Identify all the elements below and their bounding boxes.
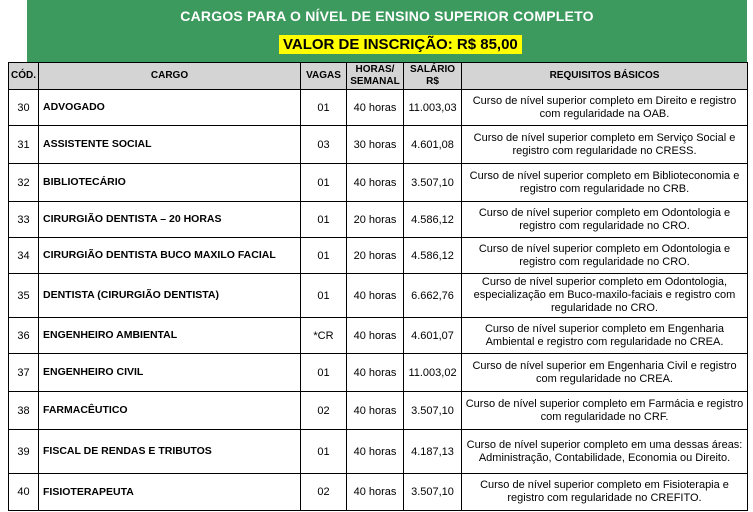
cell-requisitos: Curso de nível superior em Engenharia Civil e registro com regularidade no CREA.: [462, 354, 748, 392]
cell-cargo: ADVOGADO: [39, 90, 301, 126]
cell-cod: 38: [9, 392, 39, 430]
cell-cargo: CIRURGIÃO DENTISTA BUCO MAXILO FACIAL: [39, 238, 301, 274]
cell-requisitos: Curso de nível superior completo em Odontologia e registro com regularidade no CRO.: [462, 202, 748, 238]
table-row: [9, 164, 748, 202]
cell-requisitos: Curso de nível superior completo em Fisioterapia e registro com regularidade no CREFITO.: [462, 474, 748, 511]
table-row: [9, 474, 748, 511]
cell-salario: 4.586,12: [404, 202, 462, 238]
cell-salario: 4.187,13: [404, 430, 462, 474]
cell-requisitos: Curso de nível superior completo em Odontologia e registro com regularidade no CRO.: [462, 238, 748, 274]
cell-requisitos: Curso de nível superior completo em Direito e registro com regularidade na OAB.: [462, 90, 748, 126]
cell-salario: 3.507,10: [404, 164, 462, 202]
cell-cod: 31: [9, 126, 39, 164]
table-header-row: [9, 63, 748, 90]
cell-requisitos: Curso de nível superior completo em Biblioteconomia e registro com regularidade no CRB.: [462, 164, 748, 202]
cell-cod: 34: [9, 238, 39, 274]
cell-cargo: ENGENHEIRO CIVIL: [39, 354, 301, 392]
cell-requisitos: Curso de nível superior completo em Serviço Social e registro com regularidade no CRESS.: [462, 126, 748, 164]
cell-requisitos: Curso de nível superior completo em Engenharia Ambiental e registro com regularidade no CREA.: [462, 318, 748, 354]
cell-horas: 40 horas: [347, 430, 404, 474]
cell-salario: 11.003,02: [404, 354, 462, 392]
cell-horas: 40 horas: [347, 354, 404, 392]
table-row: [9, 238, 748, 274]
cell-cod: 32: [9, 164, 39, 202]
cell-salario: 11.003,03: [404, 90, 462, 126]
cell-vagas: 02: [301, 392, 347, 430]
cell-vagas: 03: [301, 126, 347, 164]
cell-horas: 40 horas: [347, 164, 404, 202]
cell-cargo: ENGENHEIRO AMBIENTAL: [39, 318, 301, 354]
cell-horas: 40 horas: [347, 318, 404, 354]
cell-cod: 39: [9, 430, 39, 474]
cell-vagas: 01: [301, 164, 347, 202]
cell-cargo: CIRURGIÃO DENTISTA – 20 HORAS: [39, 202, 301, 238]
header-salario: SALÁRIO R$: [404, 63, 462, 90]
cell-cargo: ASSISTENTE SOCIAL: [39, 126, 301, 164]
cell-horas: 40 horas: [347, 474, 404, 511]
header-horas: HORAS/ SEMANAL: [347, 63, 404, 90]
header-requisitos: REQUISITOS BÁSICOS: [462, 63, 748, 90]
cell-vagas: 01: [301, 430, 347, 474]
cell-vagas: 01: [301, 238, 347, 274]
cell-requisitos: Curso de nível superior completo em uma dessas áreas: Administração, Contabilidade, Economia ou Direito.: [462, 430, 748, 474]
cell-salario: 3.507,10: [404, 474, 462, 511]
cell-horas: 40 horas: [347, 392, 404, 430]
cell-cargo: FISCAL DE RENDAS E TRIBUTOS: [39, 430, 301, 474]
table-row: [9, 354, 748, 392]
cell-vagas: 01: [301, 354, 347, 392]
header-cod: CÓD.: [9, 63, 39, 90]
cell-cod: 36: [9, 318, 39, 354]
positions-table: [8, 62, 748, 511]
cell-horas: 30 horas: [347, 126, 404, 164]
cell-cod: 37: [9, 354, 39, 392]
cell-salario: 4.586,12: [404, 238, 462, 274]
cell-vagas: 01: [301, 274, 347, 318]
cell-salario: 3.507,10: [404, 392, 462, 430]
table-row: [9, 430, 748, 474]
table-row: [9, 126, 748, 164]
table-row: [9, 274, 748, 318]
table-row: [9, 318, 748, 354]
cell-horas: 20 horas: [347, 238, 404, 274]
header-vagas: VAGAS: [301, 63, 347, 90]
cell-salario: 6.662,76: [404, 274, 462, 318]
header-banner: [27, 0, 747, 62]
cell-cargo: BIBLIOTECÁRIO: [39, 164, 301, 202]
cell-cod: 33: [9, 202, 39, 238]
cell-requisitos: Curso de nível superior completo em Farmácia e registro com regularidade no CRF.: [462, 392, 748, 430]
cell-horas: 40 horas: [347, 90, 404, 126]
table-row: [9, 392, 748, 430]
cell-cod: 30: [9, 90, 39, 126]
registration-fee: VALOR DE INSCRIÇÃO: R$ 85,00: [279, 35, 522, 54]
cell-cod: 40: [9, 474, 39, 511]
table-row: [9, 90, 748, 126]
cell-salario: 4.601,07: [404, 318, 462, 354]
cell-vagas: 01: [301, 202, 347, 238]
cell-vagas: *CR: [301, 318, 347, 354]
cell-requisitos: Curso de nível superior completo em Odontologia, especialização em Buco-maxilo-faciais e registro com regularidade no CRO.: [462, 274, 748, 318]
cell-cargo: FISIOTERAPEUTA: [39, 474, 301, 511]
cell-salario: 4.601,08: [404, 126, 462, 164]
cell-horas: 20 horas: [347, 202, 404, 238]
table-row: [9, 202, 748, 238]
cell-vagas: 02: [301, 474, 347, 511]
cell-horas: 40 horas: [347, 274, 404, 318]
cell-vagas: 01: [301, 90, 347, 126]
cell-cargo: FARMACÊUTICO: [39, 392, 301, 430]
cell-cod: 35: [9, 274, 39, 318]
header-cargo: CARGO: [39, 63, 301, 90]
cell-cargo: DENTISTA (CIRURGIÃO DENTISTA): [39, 274, 301, 318]
page-title: CARGOS PARA O NÍVEL DE ENSINO SUPERIOR COMPLETO: [180, 8, 594, 24]
